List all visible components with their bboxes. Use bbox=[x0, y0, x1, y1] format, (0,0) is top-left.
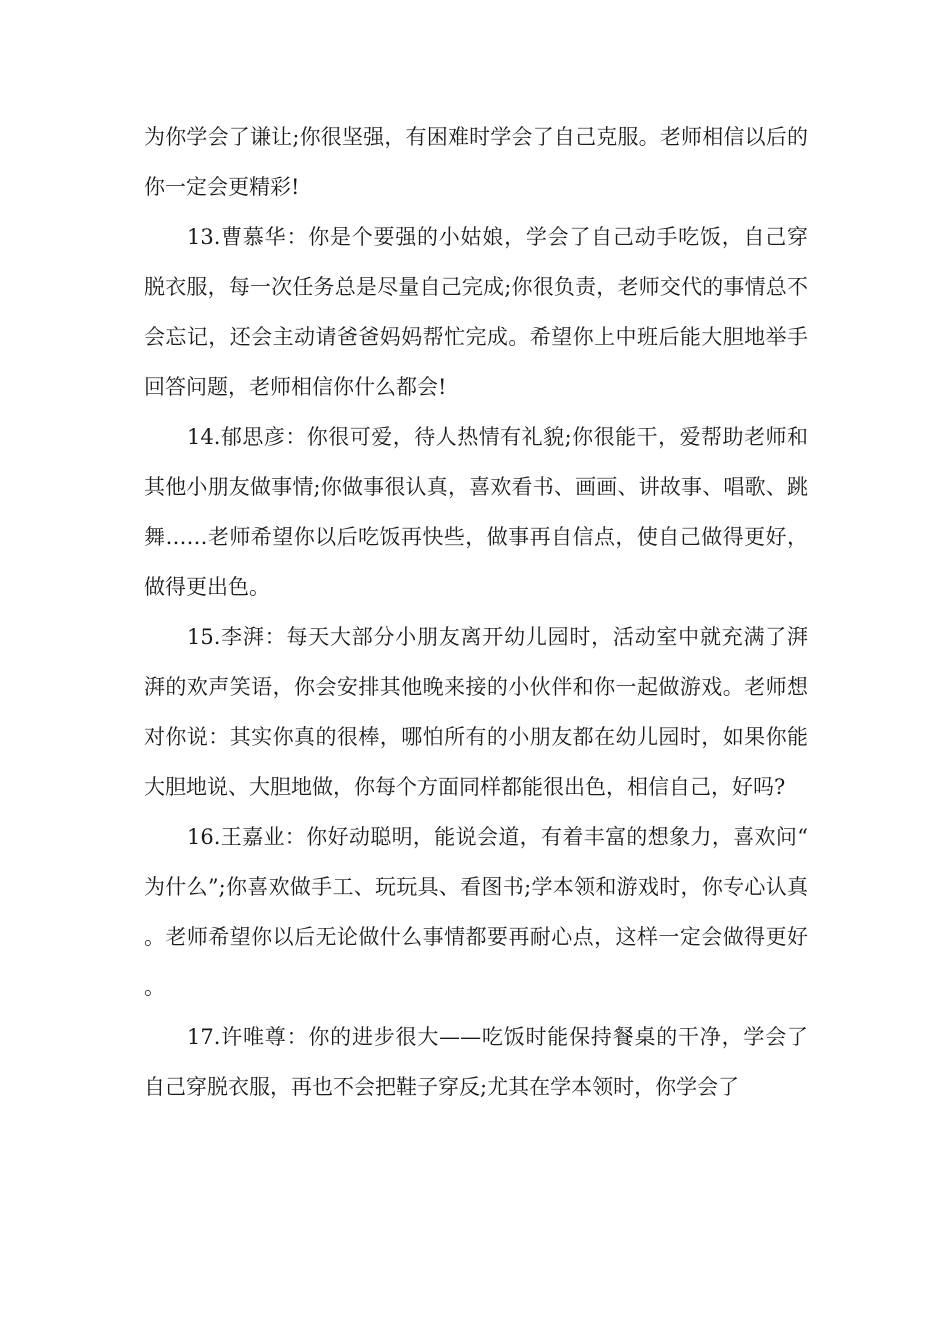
paragraph-item-15: 15.李湃：每天大部分小朋友离开幼儿园时，活动室中就充满了湃湃的欢声笑语，你会安排其他晚来接的小伙伴和你一起做游戏。老师想对你说：其实你真的很棒，哪怕所有的小朋友都在幼儿园时，如果你能大胆地说、大胆地做，你每个方面同样都能很出色，相信自己，好吗? bbox=[144, 625, 808, 799]
paragraph-item-16: 16.王嘉业：你好动聪明，能说会道，有着丰富的想象力，喜欢问“为什么”;你喜欢做手工、玩玩具、看图书;学本领和游戏时，你专心认真。老师希望你以后无论做什么事情都要再耐心点，这样一定会做得更好。 bbox=[144, 825, 808, 999]
paragraph-continuation: 为你学会了谦让;你很坚强，有困难时学会了自己克服。老师相信以后的你一定会更精彩! bbox=[144, 125, 808, 199]
paragraph-item-17: 17.许唯尊：你的进步很大——吃饭时能保持餐桌的干净，学会了自己穿脱衣服，再也不会把鞋子穿反;尤其在学本领时，你学会了 bbox=[144, 1025, 808, 1099]
document-body bbox=[144, 112, 808, 1112]
paragraph-item-13: 13.曹慕华：你是个要强的小姑娘，学会了自己动手吃饭，自己穿脱衣服，每一次任务总是尽量自己完成;你很负责，老师交代的事情总不会忘记，还会主动请爸爸妈妈帮忙完成。希望你上中班后能大胆地举手回答问题，老师相信你什么都会! bbox=[144, 225, 808, 399]
paragraph-item-14: 14.郁思彦：你很可爱，待人热情有礼貌;你很能干，爱帮助老师和其他小朋友做事情;你做事很认真，喜欢看书、画画、讲故事、唱歌、跳舞……老师希望你以后吃饭再快些，做事再自信点，使自己做得更好，做得更出色。 bbox=[144, 425, 808, 599]
